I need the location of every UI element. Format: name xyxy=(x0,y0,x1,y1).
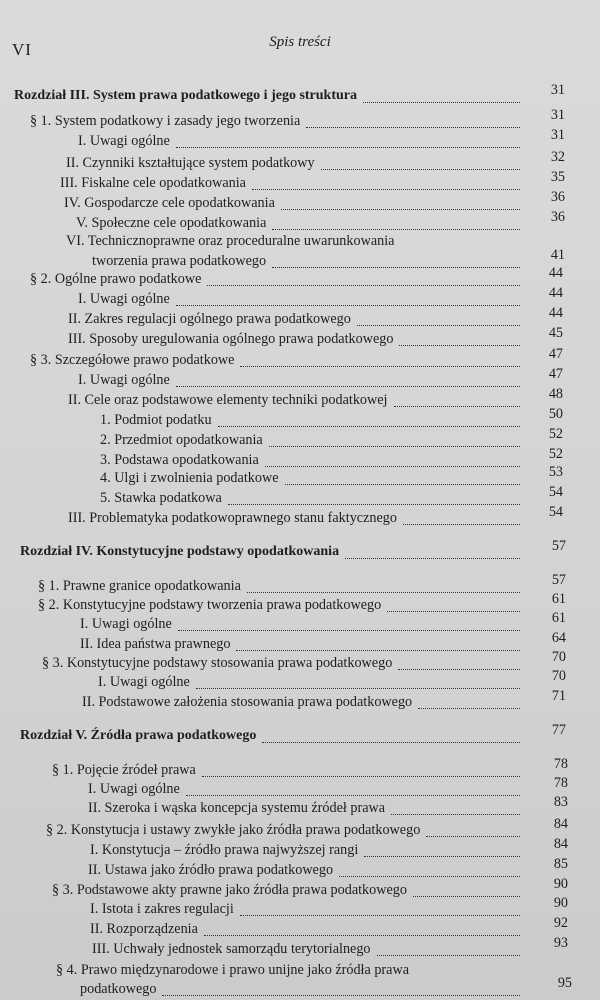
toc-entry xyxy=(66,233,394,250)
leader-dots xyxy=(196,688,520,689)
toc-entry-title: III. Sposoby uregulowania ogólnego prawa podatkowego xyxy=(68,331,394,347)
toc-page-number: 85 xyxy=(553,856,568,872)
leader-dots xyxy=(176,386,520,387)
toc-page-number: 41 xyxy=(550,247,565,263)
toc-page-number: 47 xyxy=(548,366,563,382)
toc-entry xyxy=(90,901,234,918)
toc-entry xyxy=(38,597,381,614)
toc-page-number: 64 xyxy=(551,630,566,646)
toc-entry-title: 4. Ulgi i zwolnienia podatkowe xyxy=(100,470,279,486)
chapter-heading xyxy=(14,88,357,104)
toc-entry-title: § 1. Pojęcie źródeł prawa xyxy=(52,762,196,778)
leader-dots xyxy=(207,285,520,286)
leader-dots xyxy=(391,814,520,815)
toc-entry xyxy=(68,331,393,348)
toc-page-number: 52 xyxy=(548,426,563,442)
leader-dots xyxy=(228,504,520,505)
toc-page-number: 36 xyxy=(550,189,565,205)
toc-page-number: 70 xyxy=(551,649,566,665)
leader-dots xyxy=(403,524,520,525)
toc-entry xyxy=(78,372,170,389)
toc-entry xyxy=(64,195,275,212)
toc-page-number: 70 xyxy=(551,668,566,684)
toc-page-number: 53 xyxy=(548,464,563,480)
leader-dots xyxy=(265,466,520,467)
toc-entry-title: II. Szeroka i wąska koncepcja systemu źródeł prawa xyxy=(88,800,386,816)
toc-entry-title: I. Uwagi ogólne xyxy=(78,372,170,388)
toc-entry-title: III. Problematyka podatkowoprawnego stanu faktycznego xyxy=(68,510,397,526)
toc-entry xyxy=(82,694,412,711)
toc-entry-title: V. Społeczne cele opodatkowania xyxy=(76,215,267,231)
toc-entry xyxy=(78,291,170,308)
toc-page-number: 54 xyxy=(548,504,563,520)
toc-entry xyxy=(30,352,234,369)
leader-dots xyxy=(176,305,520,306)
toc-entry-title: Rozdział V. Źródła prawa podatkowego xyxy=(20,728,257,743)
toc-page-number: 31 xyxy=(550,82,565,98)
leader-dots xyxy=(285,484,521,485)
toc-page-number: 32 xyxy=(550,149,565,165)
leader-dots xyxy=(377,955,520,956)
toc-entry xyxy=(30,271,201,288)
toc-entry-title: II. Idea państwa prawnego xyxy=(80,636,231,652)
toc-entry-title: § 3. Szczegółowe prawo podatkowe xyxy=(30,352,235,368)
toc-page-number: 90 xyxy=(553,895,568,911)
leader-dots xyxy=(281,209,520,210)
toc-entry-title: II. Czynniki kształtujące system podatkowy xyxy=(66,155,315,171)
toc-page-number: 93 xyxy=(553,935,568,951)
toc-entry xyxy=(92,941,371,958)
running-header-title: Spis treści xyxy=(269,34,331,50)
toc-entry xyxy=(42,655,392,672)
toc-entry xyxy=(76,215,266,232)
leader-dots xyxy=(399,345,520,346)
toc-entry-title: I. Uwagi ogólne xyxy=(80,616,172,632)
toc-entry-title: I. Uwagi ogólne xyxy=(88,781,180,797)
toc-entry xyxy=(66,155,315,172)
leader-dots xyxy=(247,592,520,593)
toc-entry xyxy=(52,762,196,779)
toc-page-number: 71 xyxy=(551,688,566,704)
toc-page-number: 31 xyxy=(550,127,565,143)
toc-entry-title: § 3. Podstawowe akty prawne jako źródła prawa podatkowego xyxy=(52,882,407,898)
leader-dots xyxy=(306,127,520,128)
toc-page-number: 78 xyxy=(553,756,568,772)
toc-entry xyxy=(90,921,198,938)
leader-dots xyxy=(236,650,520,651)
toc-page-number: 95 xyxy=(557,975,572,991)
leader-dots xyxy=(262,742,520,743)
toc-entry-title: § 2. Ogólne prawo podatkowe xyxy=(30,271,202,287)
toc-entry-title: II. Cele oraz podstawowe elementy techniki podatkowej xyxy=(68,392,388,408)
toc-entry-title: 2. Przedmiot opodatkowania xyxy=(100,432,263,448)
leader-dots xyxy=(202,776,520,777)
toc-entry xyxy=(46,822,420,839)
leader-dots xyxy=(364,856,520,857)
toc-entry-title: Rozdział III. System prawa podatkowego i jego struktura xyxy=(14,88,357,103)
toc-entry xyxy=(38,578,241,595)
toc-entry-title: II. Ustawa jako źródło prawa podatkowego xyxy=(88,862,334,878)
toc-entry xyxy=(100,490,222,507)
toc-page-number: 44 xyxy=(548,265,563,281)
toc-page-number: 44 xyxy=(548,285,563,301)
toc-page-number: 83 xyxy=(553,794,568,810)
toc-entry xyxy=(88,862,333,879)
leader-dots xyxy=(218,426,520,427)
toc-entry xyxy=(98,674,190,691)
leader-dots xyxy=(413,896,520,897)
toc-entry-title: 5. Stawka podatkowa xyxy=(100,490,222,506)
toc-entry-title: § 2. Konstytucyjne podstawy tworzenia prawa podatkowego xyxy=(38,597,382,613)
toc-entry xyxy=(80,981,156,998)
toc-entry-title: Rozdział IV. Konstytucyjne podstawy opodatkowania xyxy=(20,544,340,559)
toc-entry-title: I. Uwagi ogólne xyxy=(78,133,170,149)
toc-entry-title: § 3. Konstytucyjne podstawy stosowania prawa podatkowego xyxy=(42,655,393,671)
leader-dots xyxy=(357,325,520,326)
toc-page-number: 44 xyxy=(548,305,563,321)
toc-entry-title: II. Podstawowe założenia stosowania prawa podatkowego xyxy=(82,694,413,710)
leader-dots xyxy=(394,406,520,407)
toc-page-number: 84 xyxy=(553,836,568,852)
toc-page-number: 47 xyxy=(548,346,563,362)
toc-entry-title: IV. Gospodarcze cele opodatkowania xyxy=(64,195,275,211)
toc-entry-title: 1. Podmiot podatku xyxy=(100,412,212,428)
toc-entry-title: podatkowego xyxy=(80,981,157,997)
toc-entry-title: § 1. System podatkowy i zasady jego tworzenia xyxy=(30,113,301,129)
toc-entry xyxy=(88,781,180,798)
leader-dots xyxy=(252,189,520,190)
toc-page-number: 52 xyxy=(548,446,563,462)
toc-page-number: 35 xyxy=(550,169,565,185)
toc-entry-title: III. Fiskalne cele opodatkowania xyxy=(60,175,246,191)
leader-dots xyxy=(178,630,520,631)
toc-page-number: 54 xyxy=(548,484,563,500)
leader-dots xyxy=(176,147,520,148)
leader-dots xyxy=(269,446,520,447)
toc-entry xyxy=(30,113,300,130)
leader-dots xyxy=(418,708,520,709)
toc-page-number: 78 xyxy=(553,775,568,791)
chapter-heading xyxy=(20,728,256,744)
toc-entry-title: I. Uwagi ogólne xyxy=(98,674,190,690)
toc-entry xyxy=(68,311,351,328)
toc-page-number: 50 xyxy=(548,406,563,422)
toc-entry xyxy=(78,133,170,150)
toc-entry-title: II. Rozporządzenia xyxy=(90,921,198,937)
toc-page-number: 57 xyxy=(551,572,566,588)
toc-page-number: 31 xyxy=(550,107,565,123)
toc-entry-title: § 4. Prawo międzynarodowe i prawo unijne jako źródła prawa xyxy=(56,962,409,978)
leader-dots xyxy=(272,229,520,230)
toc-page-number: 84 xyxy=(553,816,568,832)
leader-dots xyxy=(426,836,520,837)
toc-entry xyxy=(52,882,407,899)
toc-entry xyxy=(100,412,212,429)
leader-dots xyxy=(272,267,520,268)
toc-entry-title: I. Istota i zakres regulacji xyxy=(90,901,234,917)
toc-page-number: 77 xyxy=(551,722,566,738)
toc-page-number: 61 xyxy=(551,610,566,626)
leader-dots xyxy=(321,169,520,170)
toc-page-number: 57 xyxy=(551,538,566,554)
toc-entry xyxy=(56,962,409,979)
leader-dots xyxy=(162,995,520,996)
toc-page-number: 48 xyxy=(548,386,563,402)
toc-entry xyxy=(68,392,388,409)
toc-entry xyxy=(80,616,172,633)
toc-entry xyxy=(80,636,230,653)
toc-page-number: 90 xyxy=(553,876,568,892)
toc-page-number: 45 xyxy=(548,325,563,341)
leader-dots xyxy=(398,669,520,670)
toc-entry-title: VI. Technicznoprawne oraz proceduralne uwarunkowania xyxy=(66,233,395,249)
toc-entry xyxy=(68,510,397,527)
leader-dots xyxy=(204,935,520,936)
chapter-heading xyxy=(20,544,339,560)
leader-dots xyxy=(186,795,520,796)
toc-page-number: 36 xyxy=(550,209,565,225)
toc-entry-title: § 2. Konstytucja i ustawy zwykłe jako źródła prawa podatkowego xyxy=(46,822,421,838)
leader-dots xyxy=(387,611,520,612)
leader-dots xyxy=(240,366,520,367)
toc-entry-title: I. Konstytucja – źródło prawa najwyższej rangi xyxy=(90,842,359,858)
toc-entry-title: III. Uchwały jednostek samorządu terytorialnego xyxy=(92,941,371,957)
toc-entry-title: § 1. Prawne granice opodatkowania xyxy=(38,578,241,594)
toc-entry xyxy=(88,800,385,817)
toc-entry xyxy=(60,175,246,192)
toc-entry-title: II. Zakres regulacji ogólnego prawa podatkowego xyxy=(68,311,351,327)
page-number: VI xyxy=(12,40,32,59)
toc-entry xyxy=(90,842,358,859)
toc-entry xyxy=(100,432,263,449)
toc-entry xyxy=(100,470,279,487)
leader-dots xyxy=(345,558,520,559)
leader-dots xyxy=(240,915,520,916)
toc-entry xyxy=(100,452,259,469)
toc-entry-title: tworzenia prawa podatkowego xyxy=(92,253,267,269)
toc-entry xyxy=(92,253,266,270)
toc-entry-title: 3. Podstawa opodatkowania xyxy=(100,452,259,468)
toc-entry-title: I. Uwagi ogólne xyxy=(78,291,170,307)
toc-page-number: 92 xyxy=(553,915,568,931)
toc-page-number: 61 xyxy=(551,591,566,607)
leader-dots xyxy=(339,876,520,877)
leader-dots xyxy=(363,102,520,103)
